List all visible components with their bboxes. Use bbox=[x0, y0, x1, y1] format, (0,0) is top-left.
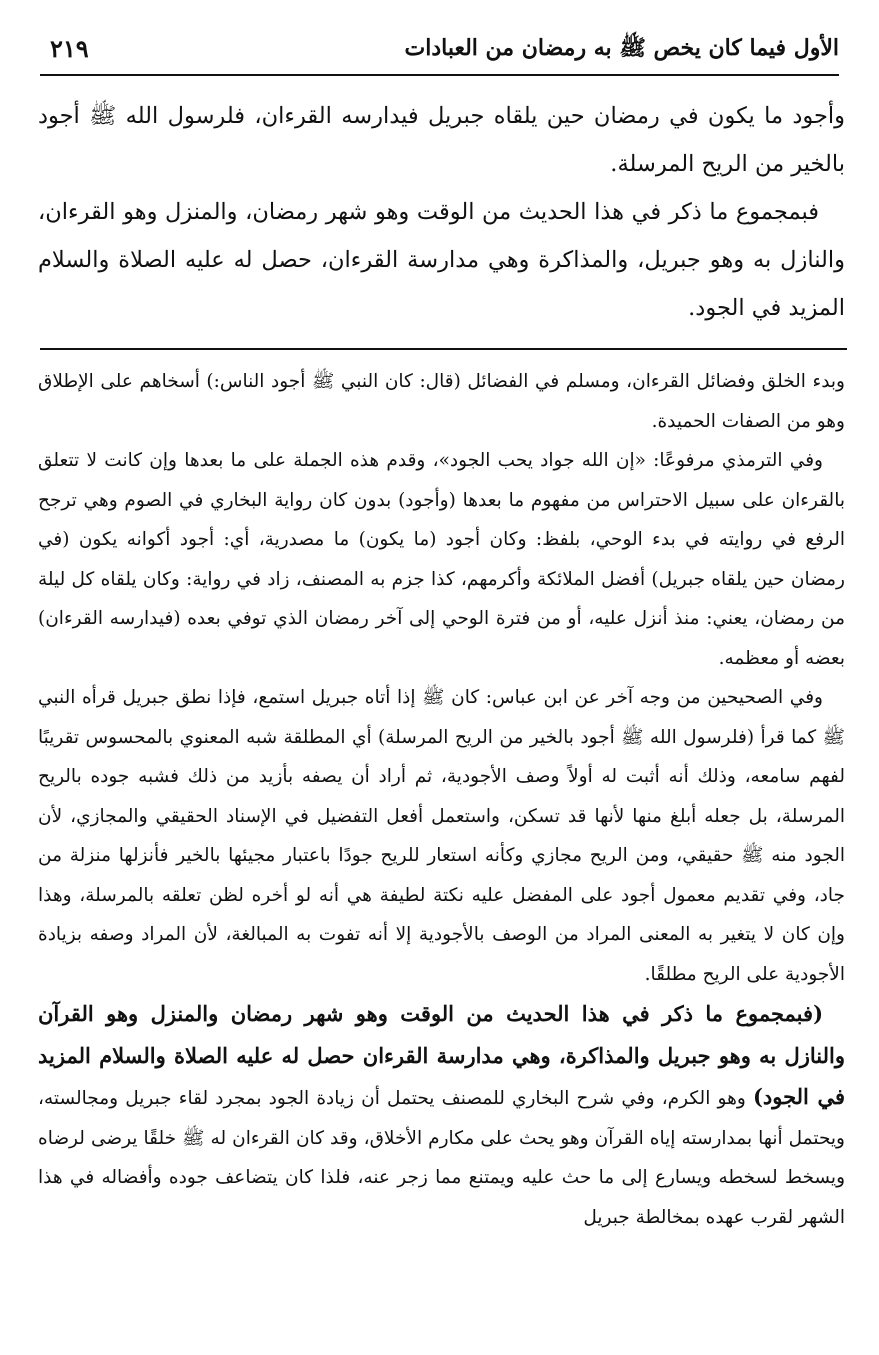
main-paragraph: وأجود ما يكون في رمضان حين يلقاه جبريل فيدارسه القرءان، فلرسول الله ﷺ أجود بالخير من الريح المرسلة. bbox=[38, 103, 845, 177]
main-paragraph: فبمجموع ما ذكر في هذا الحديث من الوقت وهو شهر رمضان، والمنزل وهو القرءان، والنازل به وهو جبريل، والمذاكرة وهي مدارسة القرءان، حصل له عليه الصلاة والسلام المزيد في الجود. bbox=[38, 199, 845, 321]
commentary-paragraph: وفي الصحيحين من وجه آخر عن ابن عباس: كان ﷺ إذا أتاه جبريل استمع، فإذا نطق جبريل قرأه النبي ﷺ كما قرأ (فلرسول الله ﷺ أجود بالخير من الريح المرسلة) أي المطلقة شبه المعنوي بالمحسوس تقريبًا لفهم سامعه، وذلك أنه أثبت له أولاً وصف الأجودية، ثم أراد أن يصفه بأزيد من ذلك فشبه جوده بالريح المرسلة، بل جعله أبلغ منها لأنها قد تسكن، واستعمل أفعل التفضيل في الإسناد الحقيقي والمجازي، لأن الجود منه ﷺ حقيقي، ومن الريح مجازي وكأنه استعار للريح جودًا باعتبار مجيئها بالخير فأنزلها منزلة من جاد، وفي تقديم معمول أجود على المفضل عليه نكتة لطيفة هي أنه لو أخره لظن تعلقه بالمرسلة، وهذا وإن كان لا يتغير به المعنى المراد من الوصف بالأجودية إلا أنه تفوت به المبالغة، لأن المراد وصفه بزيادة الأجودية على الريح مطلقًا. bbox=[38, 687, 845, 985]
main-text bbox=[38, 92, 845, 332]
commentary-paragraph-mixed bbox=[38, 994, 845, 1237]
commentary-continuation: وهو الكرم، وفي شرح البخاري للمصنف يحتمل أن زيادة الجود بمجرد لقاء جبريل ومجالسته، ويحتمل أنها بمدارسته إياه القرآن وهو يحث على مكارم الأخلاق، وقد كان القرءان له ﷺ خلقًا يرضى لرضاه ويسخط لسخطه ويسارع إلى ما حث عليه ويمتنع مما زجر عنه، فلذا كان يتضاعف جوده وأفضاله في هذا الشهر لقرب عهده بمخالطة جبريل bbox=[38, 1088, 845, 1228]
commentary-text bbox=[38, 362, 845, 1237]
quoted-matn: (فبمجموع ما ذكر في هذا الحديث من الوقت وهو شهر رمضان والمنزل وهو القرآن والنازل به وهو جبريل والمذاكرة، وهي مدارسة القرءان حصل له عليه الصلاة والسلام المزيد في الجود) bbox=[38, 1001, 846, 1109]
footnote-divider bbox=[40, 348, 847, 350]
running-title: الأول فيما كان يخص ﷺ به رمضان من العبادات bbox=[404, 35, 839, 61]
commentary-paragraph: وفي الترمذي مرفوعًا: «إن الله جواد يحب الجود»، وقدم هذه الجملة على ما بعدها وإن كانت لا تتعلق بالقرءان على سبيل الاحتراس من مفهوم ما بعدها (وأجود) بدون كان رواية البخاري في الصوم وهي ترجح الرفع في روايته في بدء الوحي، بلفظ: وكان أجود (ما يكون) ما مصدرية، أي: أجود أكوانه يكون (في رمضان حين يلقاه جبريل) أفضل الملائكة وأكرمهم، كذا جزم به المصنف، زاد في رواية: وكان يلقاه كل ليلة من رمضان، يعني: منذ أنزل عليه، أو من فترة الوحي إلى آخر رمضان الذي توفي بعده (فيدارسه القرءان) بعضه أو معظمه. bbox=[38, 450, 845, 669]
commentary-paragraph: وبدء الخلق وفضائل القرءان، ومسلم في الفضائل (قال: كان النبي ﷺ أجود الناس:) أسخاهم على الإطلاق وهو من الصفات الحميدة. bbox=[38, 371, 845, 432]
page-header bbox=[40, 30, 839, 76]
page-number: ٢١٩ bbox=[50, 34, 89, 63]
